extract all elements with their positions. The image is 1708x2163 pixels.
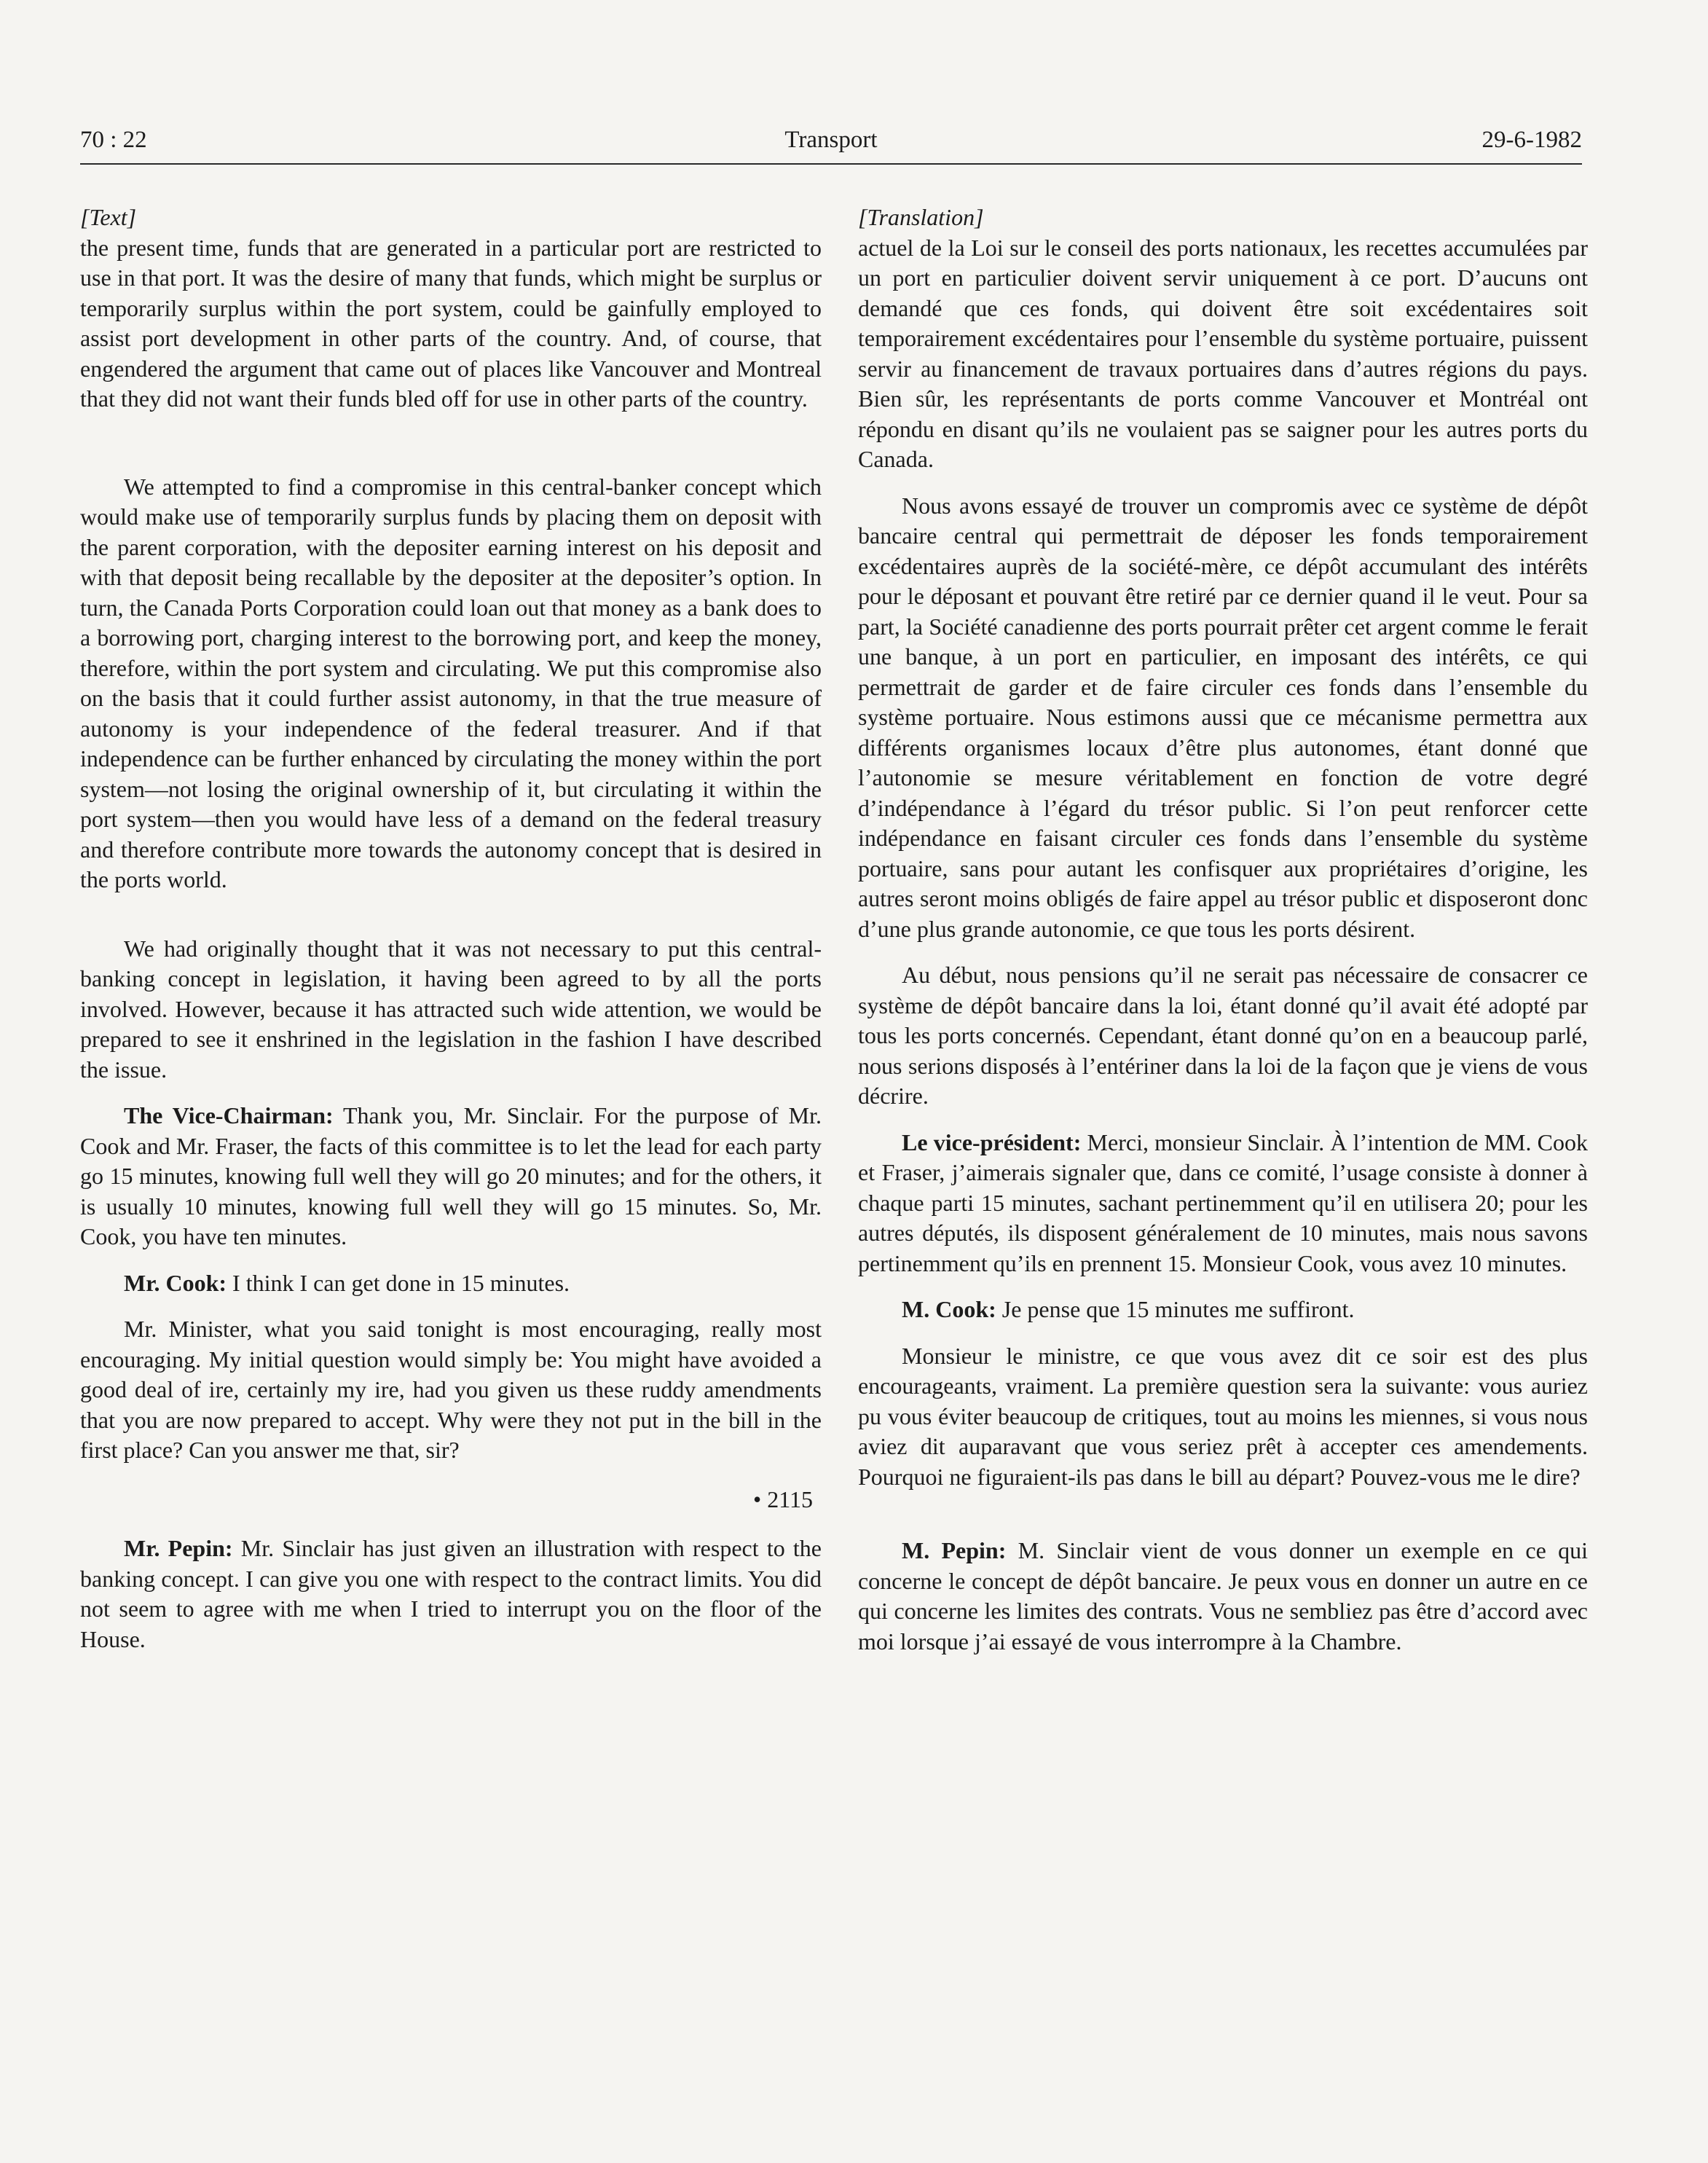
issue-date: 29-6-1982 (1481, 127, 1582, 153)
speaker-paragraph (858, 1128, 1588, 1279)
running-title: Transport (784, 127, 878, 153)
page-header (80, 127, 1582, 165)
page-number: 70 : 22 (80, 127, 147, 153)
french-column (858, 203, 1588, 1657)
speaker-name: The Vice-Chairman: (124, 1102, 334, 1128)
speaker-name: M. Pepin: (902, 1537, 1007, 1563)
speaker-text: Mr. Sinclair has just given an illustration with respect to the banking concept. I can give you one with respect to the contract limits. You did not seem to agree with me when I tried to interrupt you on the floor of the House. (80, 1535, 822, 1652)
paragraph: Monsieur le ministre, ce que vous avez dit ce soir est des plus encourageants, vraiment. La première question sera la suivante: vous auriez pu vous éviter beaucoup de critiques, tout au moins les miennes, si vous nous aviez dit auparavant que vous seriez prêt à accepter ces amendements. Pourquoi ne figuraient-ils pas dans le bill au départ? Pouvez-vous me le dire? (858, 1342, 1588, 1490)
translation-tag: [Translation] (858, 204, 984, 230)
paragraph: Mr. Minister, what you said tonight is most encouraging, really most encouraging. My initial question would simply be: You might have avoided a good deal of ire, certainly my ire, had you given us these ruddy amendments that you are now prepared to accept. Why were they not put in the bill in the first place? Can you answer me that, sir? (80, 1316, 822, 1463)
header-rule (80, 163, 1582, 165)
speaker-text: M. Sinclair vient de vous donner un exemple en ce qui concerne le concept de dépôt bancaire. Je peux vous en donner un autre en ce qui concerne les limites des contrats. Vous ne sembliez pas être d’accord avec moi lorsque j’ai essayé de vous interrompre à la Chambre. (858, 1537, 1589, 1654)
speaker-name: Mr. Cook: (124, 1269, 227, 1296)
paragraph: Au début, nous pensions qu’il ne serait pas nécessaire de consacrer ce système de dépôt bancaire dans la loi, étant donné qu’il avait été adopté par tous les ports concernés. Cependant, étant donné qu’on en a beaucoup parlé, nous serions disposés à l’entériner dans la loi de la façon que je viens de vous décrire. (858, 962, 1588, 1109)
paragraph: actuel de la Loi sur le conseil des ports nationaux, les recettes accumulées par un port en particulier doivent servir uniquement à ce port. D’aucuns ont demandé que ces fonds, qui doivent être soit excédentaires soit temporairement excédentaires pour l’ensemble du système portuaire, puissent servir au financement de travaux portuaires dans d’autres régions du pays. Bien sûr, les représentants de ports comme Vancouver et Montréal ont répondu en disant qu’ils ne voulaient pas se saigner pour les autres ports du Canada. (858, 234, 1588, 472)
speaker-text: Je pense que 15 minutes me suffiront. (996, 1296, 1355, 1322)
speaker-paragraph (80, 1101, 822, 1252)
paragraph: the present time, funds that are generated in a particular port are restricted to use in that port. It was the desire of many that funds, which might be surplus or temporarily surplus within the port system, could be gainfully employed to assist port development in other parts of the country. And, of course, that engendered the argument that came out of places like Vancouver and Montreal that they did not want their funds bled off for use in other parts of the country. (80, 234, 822, 412)
speaker-paragraph (858, 1295, 1588, 1325)
timestamp: • 2115 (752, 1485, 813, 1512)
paragraph: We had originally thought that it was not necessary to put this central-banking concept in legislation, it having been agreed to by all the ports involved. However, because it has attracted such wide attention, we would be prepared to see it enshrined in the legislation in the fashion I have described the issue. (80, 935, 822, 1083)
paragraph: Nous avons essayé de trouver un compromis avec ce système de dépôt bancaire central qui permettrait de déposer les fonds temporairement excédentaires auprès de la société-mère, ce dépôt accumulant des intérêts pour le déposant et pouvant être retiré par ce dernier quand il le veut. Pour sa part, la Société canadienne des ports pourrait prêter cet argent comme le ferait une banque, à un port en particulier, en imposant des intérêts, ce qui permettrait de garder et de faire circuler ces fonds dans l’ensemble du système portuaire. Nous estimons aussi que ce mécanisme permettra aux différents organismes locaux d’être plus autonomes, étant donné que l’autonomie se mesure véritablement en fonction de votre degré d’indépendance à l’égard du trésor public. Si l’on peut renforcer cette indépendance en faisant circuler ces fonds dans l’ensemble du système portuaire, sans pour autant les confisquer aux propriétaires d’origine, les autres seront moins obligés de faire appel au trésor public et disposeront donc d’une plus grande autonomie, ce que tous les ports désirent. (858, 492, 1588, 942)
speaker-name: Le vice-président: (902, 1128, 1082, 1155)
speaker-text: Thank you, Mr. Sinclair. For the purpose of Mr. Cook and Mr. Fraser, the facts of this committee is to let the lead for each party go 15 minutes, knowing full well they will go 20 minutes; and for the others, it is usually 10 minutes, knowing full well they will go 15 minutes. So, Mr. Cook, you have ten minutes. (80, 1102, 822, 1249)
text-tag: [Text] (80, 204, 137, 230)
english-column (80, 203, 822, 1654)
speaker-paragraph (858, 1536, 1588, 1657)
speaker-text: Merci, monsieur Sinclair. À l’intention de MM. Cook et Fraser, j’aimerais signaler que, dans ce comité, l’usage consiste à donner à chaque parti 15 minutes, sachant pertinemment qu’il en utilisera 20; pour les autres députés, ils disposent généralement de 10 minutes, mais nous savons pertinemment qu’ils en prennent 15. Monsieur Cook, vous avez 10 minutes. (858, 1128, 1589, 1276)
speaker-name: Mr. Pepin: (124, 1535, 233, 1561)
speaker-paragraph (80, 1534, 822, 1654)
paragraph: We attempted to find a compromise in this central-banker concept which would make use of temporarily surplus funds by placing them on deposit with the parent corporation, with the depositer earning interest on his deposit and with that deposit being recallable by the depositer at the depositer’s option. In turn, the Canada Ports Corporation could loan out that money as a bank does to a borrowing port, charging interest to the borrowing port, and keep the money, therefore, within the port system and circulating. We put this compromise also on the basis that it could further assist autonomy, in that the true measure of autonomy is your independence of the federal treasurer. And if that independence can be further enhanced by circulating the money within the port system—not losing the original ownership of it, but circulating it within the port system—then you would have less of a demand on the federal treasury and therefore contribute more towards the autonomy concept that is desired in the ports world. (80, 473, 822, 892)
speaker-paragraph (80, 1268, 822, 1299)
speaker-name: M. Cook: (902, 1296, 996, 1322)
speaker-text: I think I can get done in 15 minutes. (227, 1269, 570, 1296)
